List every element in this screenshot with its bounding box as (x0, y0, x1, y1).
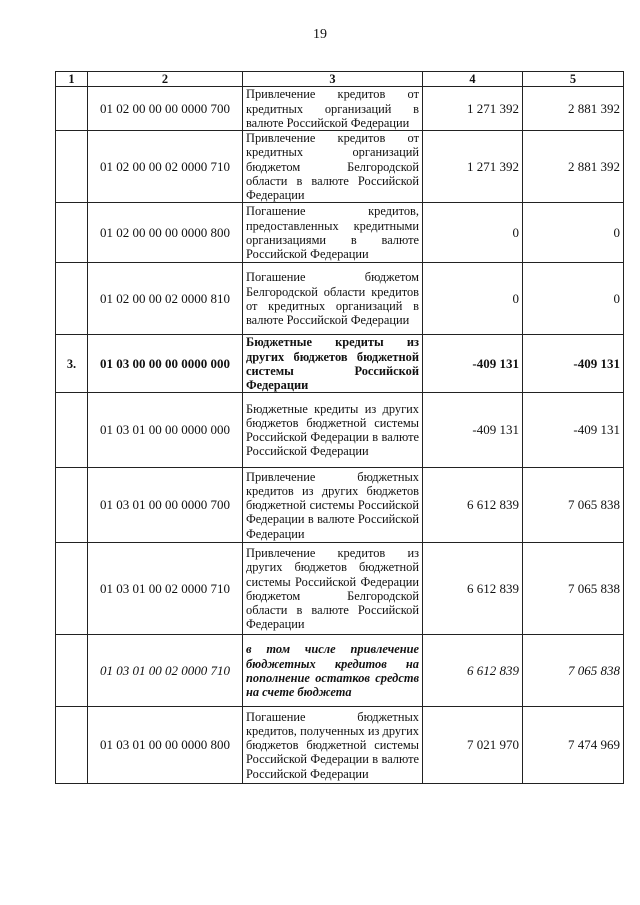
table-row (56, 203, 624, 263)
amount-col5-cell: 0 (523, 203, 624, 263)
amount-col5-cell: -409 131 (523, 335, 624, 393)
budget-code-cell: 01 02 00 00 00 0000 800 (88, 203, 243, 263)
budget-code-cell: 01 02 00 00 02 0000 810 (88, 263, 243, 335)
amount-col5-cell: 7 065 838 (523, 635, 624, 707)
amount-col4-cell: -409 131 (423, 335, 523, 393)
row-number-cell (56, 131, 88, 203)
column-header-4: 4 (423, 72, 523, 87)
table-row (56, 393, 624, 468)
row-number-cell (56, 635, 88, 707)
source-name-cell: Привлечение бюджетных кредитов из других бюджетов бюджетной системы Российской Федерации в валюте Российской Федерации (243, 468, 423, 543)
source-name-cell: в том числе привлечение бюджетных кредитов на пополнение остатков средств на счете бюджета (243, 635, 423, 707)
amount-col4-cell: 1 271 392 (423, 87, 523, 131)
budget-code-cell: 01 03 01 00 00 0000 000 (88, 393, 243, 468)
source-name-cell: Погашение кредитов, предоставленных кредитными организациями в валюте Российской Федерации (243, 203, 423, 263)
budget-code-cell: 01 02 00 00 00 0000 700 (88, 87, 243, 131)
row-number-cell (56, 543, 88, 635)
table-row (56, 468, 624, 543)
table-row (56, 87, 624, 131)
row-number-cell: 3. (56, 335, 88, 393)
budget-code-cell: 01 03 00 00 00 0000 000 (88, 335, 243, 393)
table-row (56, 263, 624, 335)
amount-col5-cell: 7 474 969 (523, 707, 624, 784)
amount-col5-cell: 7 065 838 (523, 468, 624, 543)
table-row (56, 131, 624, 203)
amount-col4-cell: 0 (423, 203, 523, 263)
table-header-row (56, 72, 624, 87)
amount-col4-cell: 0 (423, 263, 523, 335)
page-number: 19 (313, 27, 327, 42)
budget-code-cell: 01 02 00 00 02 0000 710 (88, 131, 243, 203)
amount-col5-cell: 0 (523, 263, 624, 335)
amount-col4-cell: -409 131 (423, 393, 523, 468)
row-number-cell (56, 203, 88, 263)
source-name-cell: Бюджетные кредиты из других бюджетов бюджетной системы Российской Федерации (243, 335, 423, 393)
amount-col5-cell: 2 881 392 (523, 87, 624, 131)
amount-col4-cell: 6 612 839 (423, 635, 523, 707)
column-header-1: 1 (56, 72, 88, 87)
amount-col4-cell: 6 612 839 (423, 543, 523, 635)
source-name-cell: Бюджетные кредиты из других бюджетов бюджетной системы Российской Федерации в валюте Российской Федерации (243, 393, 423, 468)
budget-code-cell: 01 03 01 00 00 0000 700 (88, 468, 243, 543)
budget-code-cell: 01 03 01 00 00 0000 800 (88, 707, 243, 784)
budget-sources-table (55, 71, 624, 784)
amount-col5-cell: 7 065 838 (523, 543, 624, 635)
row-number-cell (56, 263, 88, 335)
source-name-cell: Погашение бюджетных кредитов, полученных из других бюджетов бюджетной системы Российской Федерации в валюте Российской Федерации (243, 707, 423, 784)
amount-col4-cell: 1 271 392 (423, 131, 523, 203)
source-name-cell: Привлечение кредитов из других бюджетов бюджетной системы Российской Федерации бюджетом Белгородской области в валюте Российской Федерации (243, 543, 423, 635)
column-header-3: 3 (243, 72, 423, 87)
amount-col4-cell: 6 612 839 (423, 468, 523, 543)
source-name-cell: Привлечение кредитов от кредитных организаций в валюте Российской Федерации (243, 87, 423, 131)
amount-col5-cell: 2 881 392 (523, 131, 624, 203)
amount-col4-cell: 7 021 970 (423, 707, 523, 784)
row-number-cell (56, 707, 88, 784)
source-name-cell: Привлечение кредитов от кредитных организаций бюджетом Белгородской области в валюте Российской Федерации (243, 131, 423, 203)
table-row (56, 707, 624, 784)
row-number-cell (56, 393, 88, 468)
table-row (56, 335, 624, 393)
budget-code-cell: 01 03 01 00 02 0000 710 (88, 543, 243, 635)
column-header-2: 2 (88, 72, 243, 87)
row-number-cell (56, 468, 88, 543)
budget-code-cell: 01 03 01 00 02 0000 710 (88, 635, 243, 707)
amount-col5-cell: -409 131 (523, 393, 624, 468)
row-number-cell (56, 87, 88, 131)
table-row (56, 635, 624, 707)
source-name-cell: Погашение бюджетом Белгородской области кредитов от кредитных организаций в валюте Российской Федерации (243, 263, 423, 335)
column-header-5: 5 (523, 72, 624, 87)
table-row (56, 543, 624, 635)
